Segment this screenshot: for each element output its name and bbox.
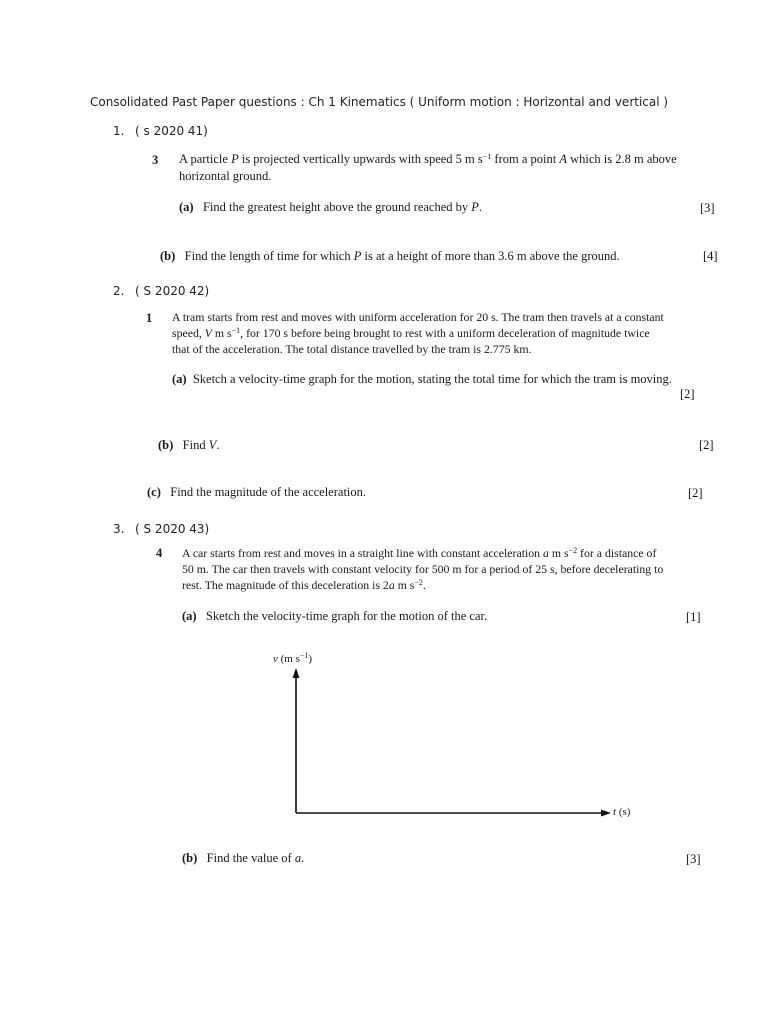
question-2-number: 1 (146, 311, 153, 325)
list-number-3: 3. (113, 522, 125, 536)
question-2-text-line3: that of the acceleration. The total distance travelled by the tram is 2.775 km. (172, 342, 532, 356)
y-axis-label: v (m $s^{-1}$) (273, 651, 313, 665)
question-3a-marks: [1] (686, 610, 701, 624)
question-3-number: 4 (156, 546, 163, 560)
question-1-ref: ( s 2020 41) (135, 124, 208, 138)
question-3-text-line3: rest. The magnitude of this deceleration is 2a m $s^{-2}$. (182, 578, 426, 592)
x-axis-label: t (s) (613, 806, 631, 818)
question-3a: (a) Sketch the velocity-time graph for the motion of the car. (182, 609, 488, 623)
y-axis-arrow (293, 668, 300, 678)
question-1-text-line1: A particle P is projected vertically upwards with speed 5 m $s^{-1}$ from a point A which is 2.8 m above (179, 152, 677, 166)
question-1b: (b) Find the length of time for which P is at a height of more than 3.6 m above the ground. (160, 249, 620, 263)
question-2a-marks: [2] (680, 387, 695, 401)
question-1-number: 3 (152, 153, 159, 167)
question-3-ref: ( S 2020 43) (135, 522, 210, 536)
question-2-text-line1: A tram starts from rest and moves with uniform acceleration for 20 s. The tram then travels at a constant (172, 310, 664, 324)
question-2-ref: ( S 2020 42) (135, 284, 210, 298)
question-2-text-line2: speed, V m $s^{-1}$, for 170 s before being brought to rest with a uniform deceleration of magnitude twice (172, 326, 650, 340)
question-3-text-line1: A car starts from rest and moves in a straight line with constant acceleration a m $s^{-2}$ for a distance of (182, 546, 657, 560)
x-axis-arrow (601, 810, 611, 817)
question-3-text-line2: 50 m. The car then travels with constant velocity for 500 m for a period of 25 s, before decelerating to (182, 562, 664, 576)
page-title: Consolidated Past Paper questions : Ch 1 Kinematics ( Uniform motion : Horizontal and vertical ) (90, 95, 669, 109)
question-3b: (b) Find the value of a. (182, 851, 305, 865)
question-1-text-line2: horizontal ground. (179, 169, 272, 183)
question-1a: (a) Find the greatest height above the ground reached by P. (179, 200, 483, 214)
list-number-1: 1. (113, 124, 125, 138)
question-2b: (b) Find V. (158, 438, 220, 452)
list-number-2: 2. (113, 284, 125, 298)
question-3b-marks: [3] (686, 852, 701, 866)
question-2b-marks: [2] (699, 438, 714, 452)
question-1b-marks: [4] (703, 249, 718, 263)
question-2c-marks: [2] (688, 486, 703, 500)
question-2c: (c) Find the magnitude of the acceleration. (147, 485, 367, 499)
question-2a: (a) Sketch a velocity-time graph for the motion, stating the total time for which the tram is moving. (172, 372, 672, 386)
question-1a-marks: [3] (700, 201, 715, 215)
